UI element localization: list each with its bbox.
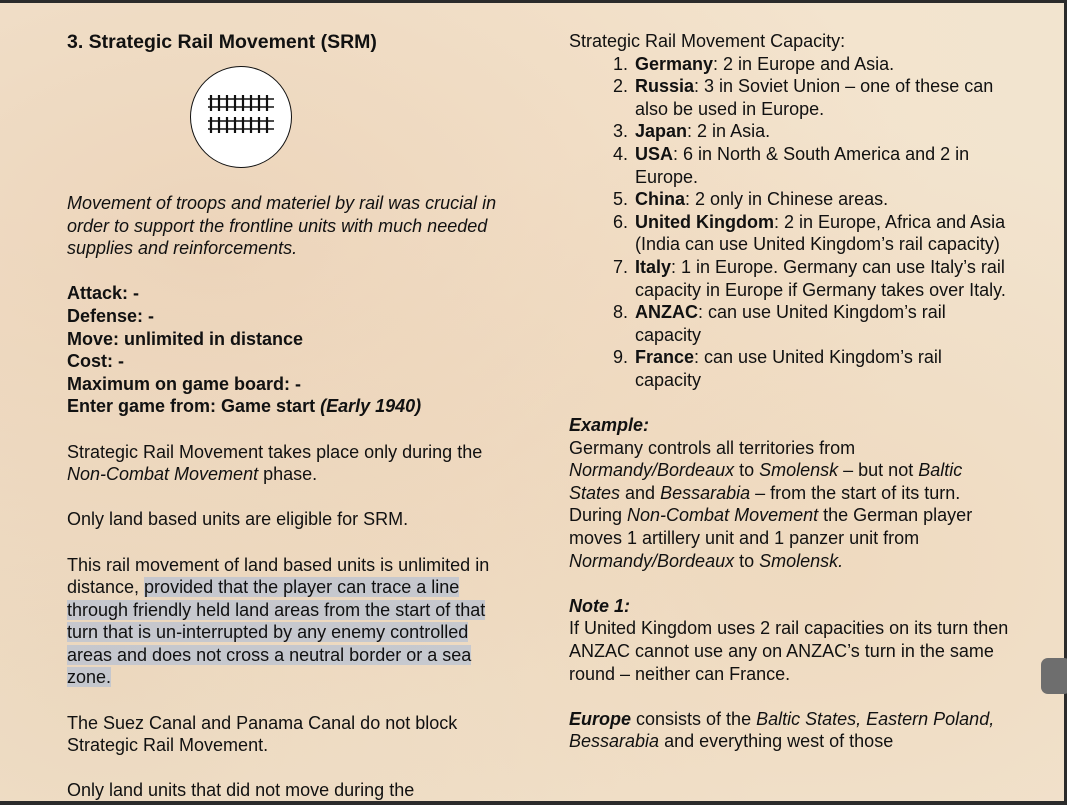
europe-text: and everything west of those (659, 731, 894, 752)
stat-enter-game (67, 395, 512, 418)
europe-term: Europe (569, 708, 632, 729)
phase-name: Non-Combat Movement (627, 505, 819, 526)
country-name: United Kingdom (635, 211, 774, 232)
intro-paragraph: Movement of troops and materiel by rail was crucial in order to support the frontline units with much needed supplies and reinforcements. (67, 193, 497, 259)
side-panel-tab[interactable] (1041, 658, 1067, 694)
capacity-list (569, 53, 1009, 392)
phase-text-b: Non-Combat Movement (67, 464, 259, 485)
railroad-track-icon (190, 66, 292, 168)
example-text: to (734, 460, 760, 481)
canal-paragraph: The Suez Canal and Panama Canal do not block Strategic Rail Movement. (67, 712, 458, 756)
europe-text: consists of the (631, 708, 757, 729)
country-name: China (635, 189, 686, 210)
right-column (569, 30, 1009, 753)
example-heading: Example: (569, 415, 650, 436)
capacity-heading: Strategic Rail Movement Capacity: (569, 31, 846, 51)
example-text: – but not (838, 460, 919, 481)
country-name: France (635, 347, 695, 368)
phase-text-a: Strategic Rail Movement takes place only during the (67, 441, 483, 462)
example-text: the German player moves 1 artillery unit and 1 panzer unit from (569, 505, 973, 549)
territory-name: Normandy/Bordeaux (569, 460, 735, 481)
territory-name: Baltic States (569, 460, 963, 503)
country-name: ANZAC (635, 302, 698, 323)
example-text: – from the start of its turn. During (569, 482, 961, 526)
list-item (633, 256, 1009, 301)
stat-cost: Cost: - (67, 351, 124, 372)
list-item (633, 211, 1009, 256)
stat-attack: Attack: - (67, 283, 140, 304)
country-name: Germany (635, 53, 714, 74)
list-item (633, 75, 1009, 120)
example-text: to (734, 550, 760, 571)
capacity-text: : can use United Kingdom’s rail capacity (635, 347, 942, 390)
list-item (633, 346, 1009, 391)
capacity-text: : 1 in Europe. Germany can use Italy’s rail capacity in Europe if Germany takes over Italy. (635, 256, 1006, 300)
list-item (633, 188, 1009, 211)
capacity-text: : 6 in North & South America and 2 in Europe. (635, 143, 970, 187)
stat-enter-label: Enter game from: Game start (67, 396, 321, 417)
territory-name: Bessarabia (660, 482, 751, 503)
highlighted-text-selection[interactable]: provided that the player can trace a line through friendly held land areas from the start of that turn that is un-interrupted by any enemy controlled areas and does not cross a neutral border or a sea zone. (67, 577, 486, 688)
stat-defense: Defense: - (67, 305, 155, 326)
country-name: Japan (635, 121, 688, 142)
list-item (633, 120, 1009, 143)
list-item (633, 143, 1009, 188)
territory-name: Smolensk (759, 460, 839, 481)
capacity-text: : can use United Kingdom’s rail capacity (635, 302, 946, 345)
distance-text: This rail movement of land based units is unlimited in distance, (67, 554, 490, 598)
country-name: USA (635, 143, 674, 164)
window-bottom-border (0, 801, 1067, 805)
capacity-text: : 2 in Europe and Asia. (713, 53, 895, 74)
phase-text-c: phase. (258, 464, 318, 485)
territory-name: Smolensk. (759, 550, 844, 571)
stat-maximum: Maximum on game board: - (67, 373, 302, 394)
territory-name: Baltic States, Eastern Poland, Bessarabia (569, 708, 995, 752)
list-item (633, 301, 1009, 346)
note-paragraph: If United Kingdom uses 2 rail capacities on its turn then ANZAC cannot use any on ANZAC’s turn in the same round – neither can France. (569, 618, 1009, 684)
stat-enter-value: (Early 1940) (320, 396, 422, 417)
example-text: and (620, 482, 661, 503)
left-column (67, 30, 512, 802)
phase-paragraph (67, 441, 512, 486)
eligibility-paragraph: Only land based units are eligible for SRM. (67, 509, 409, 530)
example-paragraph (569, 437, 1009, 573)
capacity-text: : 2 in Europe, Africa and Asia (India can use United Kingdom’s rail capacity) (635, 211, 1006, 255)
example-text: Germany controls all territories from (569, 437, 856, 458)
capacity-text: : 3 in Soviet Union – one of these can also be used in Europe. (635, 76, 994, 119)
distance-paragraph (67, 554, 512, 690)
note-heading: Note 1: (569, 595, 631, 616)
stat-move: Move: unlimited in distance (67, 328, 304, 349)
territory-name: Normandy/Bordeaux (569, 550, 735, 571)
capacity-text: : 2 in Asia. (687, 121, 771, 142)
section-heading: 3. Strategic Rail Movement (SRM) (67, 31, 377, 53)
europe-paragraph (569, 708, 1009, 753)
land-units-paragraph: Only land units that did not move during the (67, 780, 415, 801)
capacity-text: : 2 only in Chinese areas. (685, 189, 889, 210)
country-name: Italy (635, 256, 672, 277)
country-name: Russia (635, 76, 695, 97)
window-top-border (0, 0, 1067, 3)
list-item (633, 53, 1009, 76)
